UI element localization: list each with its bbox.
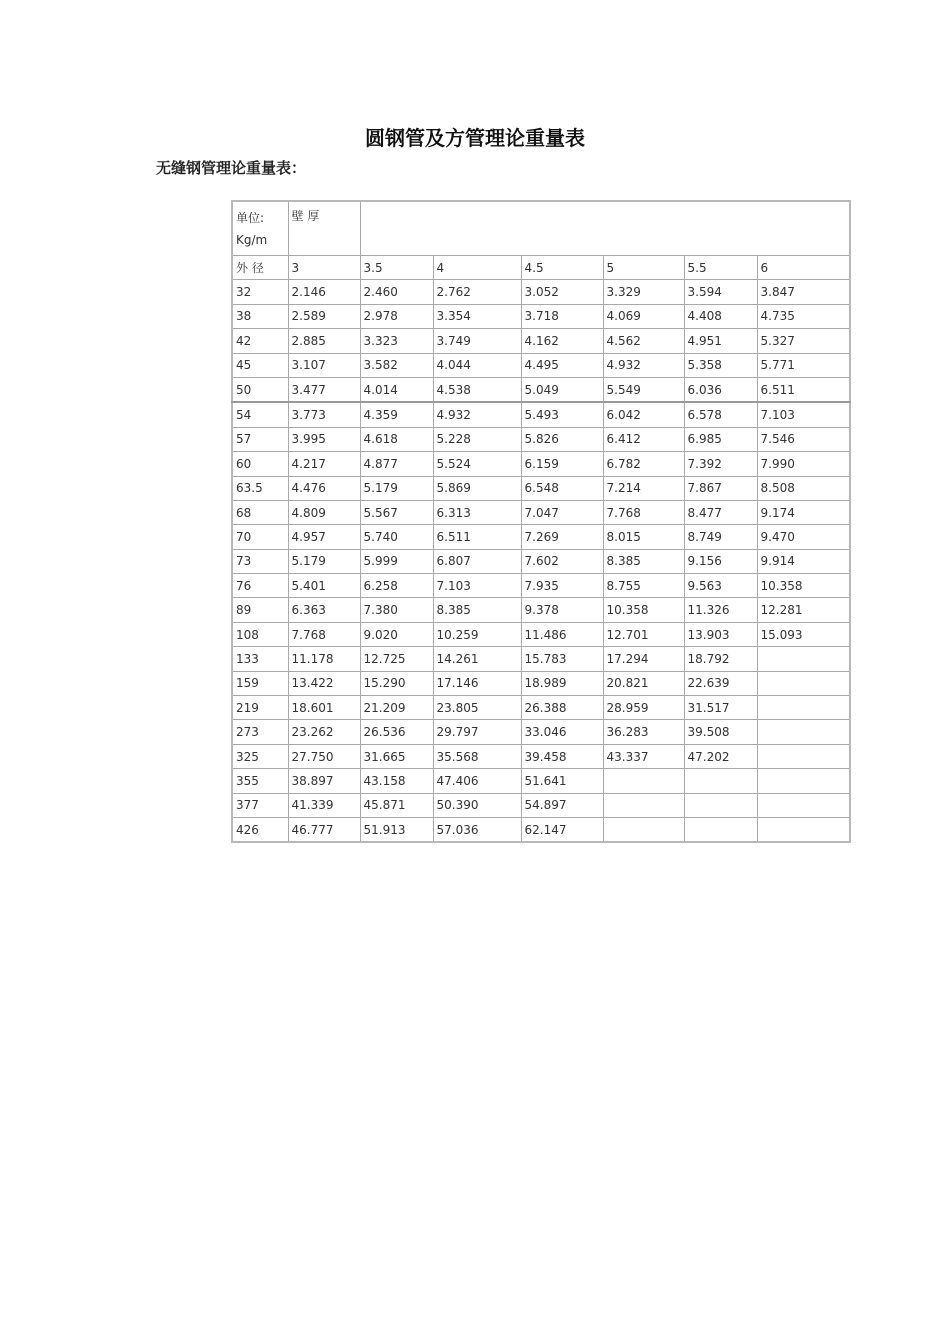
weight-cell: 4.476 (288, 476, 360, 500)
outer-diameter-cell: 70 (232, 525, 288, 549)
weight-cell: 3.107 (288, 353, 360, 377)
weight-cell: 51.641 (521, 769, 603, 793)
table-row (232, 769, 850, 793)
weight-cell: 26.388 (521, 696, 603, 720)
thickness-value: 4.5 (521, 256, 603, 280)
weight-cell: 9.914 (757, 549, 850, 573)
table-row (232, 427, 850, 451)
weight-cell: 4.359 (360, 402, 433, 427)
weight-cell: 10.358 (757, 574, 850, 598)
weight-cell: 6.042 (603, 402, 684, 427)
outer-diameter-cell: 50 (232, 377, 288, 402)
outer-diameter-cell: 73 (232, 549, 288, 573)
weight-cell: 4.014 (360, 377, 433, 402)
table-row (232, 452, 850, 476)
weight-cell: 4.217 (288, 452, 360, 476)
weight-cell: 8.508 (757, 476, 850, 500)
weight-cell: 36.283 (603, 720, 684, 744)
weight-cell: 10.259 (433, 622, 521, 646)
weight-cell: 3.323 (360, 329, 433, 353)
weight-cell: 6.782 (603, 452, 684, 476)
header-blank-cell (360, 201, 850, 256)
page-title: 圆钢管及方管理论重量表 (365, 126, 585, 150)
weight-cell: 11.486 (521, 622, 603, 646)
thickness-value: 3.5 (360, 256, 433, 280)
weight-cell: 31.665 (360, 744, 433, 768)
outer-diameter-cell: 108 (232, 622, 288, 646)
weight-cell (603, 769, 684, 793)
weight-cell: 4.951 (684, 329, 757, 353)
weight-cell (684, 817, 757, 842)
weight-cell: 15.093 (757, 622, 850, 646)
outer-diameter-cell: 219 (232, 696, 288, 720)
weight-cell: 3.052 (521, 280, 603, 304)
weight-cell (684, 793, 757, 817)
weight-cell: 47.202 (684, 744, 757, 768)
weight-cell: 4.735 (757, 304, 850, 328)
outer-diameter-cell: 57 (232, 427, 288, 451)
outer-diameter-cell: 60 (232, 452, 288, 476)
table-row (232, 500, 850, 524)
weight-cell: 38.897 (288, 769, 360, 793)
unit-label: 单位: (236, 211, 265, 225)
table-row (232, 622, 850, 646)
weight-cell: 3.329 (603, 280, 684, 304)
table-header-row (232, 201, 850, 256)
weight-cell: 17.146 (433, 671, 521, 695)
table-row (232, 549, 850, 573)
outer-diameter-cell: 45 (232, 353, 288, 377)
weight-cell: 7.602 (521, 549, 603, 573)
weight-cell (757, 720, 850, 744)
weight-cell: 6.036 (684, 377, 757, 402)
table-row (232, 671, 850, 695)
thickness-label: 壁 厚 (291, 209, 320, 223)
weight-cell: 4.932 (603, 353, 684, 377)
weight-cell (757, 696, 850, 720)
weight-cell: 3.354 (433, 304, 521, 328)
weight-cell: 8.385 (433, 598, 521, 622)
weight-cell: 3.995 (288, 427, 360, 451)
outer-diameter-cell: 426 (232, 817, 288, 842)
weight-cell: 31.517 (684, 696, 757, 720)
weight-cell: 5.327 (757, 329, 850, 353)
unit-value: Kg/m (236, 233, 268, 247)
weight-cell: 4.562 (603, 329, 684, 353)
weight-cell: 9.156 (684, 549, 757, 573)
weight-cell: 2.589 (288, 304, 360, 328)
weight-cell: 26.536 (360, 720, 433, 744)
weight-cell: 50.390 (433, 793, 521, 817)
weight-cell: 22.639 (684, 671, 757, 695)
weight-cell: 4.877 (360, 452, 433, 476)
weight-cell: 8.015 (603, 525, 684, 549)
weight-cell: 54.897 (521, 793, 603, 817)
weight-cell: 3.749 (433, 329, 521, 353)
outer-diameter-cell: 32 (232, 280, 288, 304)
weight-cell: 8.755 (603, 574, 684, 598)
weight-cell: 4.932 (433, 402, 521, 427)
outer-diameter-cell: 325 (232, 744, 288, 768)
weight-cell: 3.477 (288, 377, 360, 402)
thickness-value: 3 (288, 256, 360, 280)
weight-cell: 6.258 (360, 574, 433, 598)
weight-cell: 7.935 (521, 574, 603, 598)
weight-cell: 46.777 (288, 817, 360, 842)
table-row (232, 744, 850, 768)
outer-diameter-cell: 273 (232, 720, 288, 744)
weight-cell: 28.959 (603, 696, 684, 720)
weight-cell: 3.773 (288, 402, 360, 427)
weight-cell: 21.209 (360, 696, 433, 720)
weight-cell: 20.821 (603, 671, 684, 695)
weight-cell: 6.412 (603, 427, 684, 451)
weight-cell: 6.511 (757, 377, 850, 402)
weight-cell: 8.385 (603, 549, 684, 573)
weight-cell: 6.511 (433, 525, 521, 549)
table-row (232, 353, 850, 377)
thickness-value: 5.5 (684, 256, 757, 280)
table-row (232, 402, 850, 427)
weight-cell: 3.582 (360, 353, 433, 377)
weight-cell: 47.406 (433, 769, 521, 793)
weight-cell: 5.771 (757, 353, 850, 377)
weight-cell: 6.985 (684, 427, 757, 451)
weight-cell: 35.568 (433, 744, 521, 768)
weight-cell: 5.869 (433, 476, 521, 500)
weight-cell: 5.401 (288, 574, 360, 598)
thickness-value: 5 (603, 256, 684, 280)
weight-cell: 15.783 (521, 647, 603, 671)
weight-cell: 18.792 (684, 647, 757, 671)
weight-cell: 5.999 (360, 549, 433, 573)
weight-cell: 5.549 (603, 377, 684, 402)
outer-diameter-cell: 377 (232, 793, 288, 817)
weight-cell: 4.495 (521, 353, 603, 377)
outer-diameter-cell: 89 (232, 598, 288, 622)
weight-cell: 9.020 (360, 622, 433, 646)
weight-cell (603, 793, 684, 817)
outer-diameter-cell: 76 (232, 574, 288, 598)
table-row (232, 574, 850, 598)
weight-cell: 10.358 (603, 598, 684, 622)
table-row (232, 476, 850, 500)
od-label: 外 径 (232, 256, 288, 280)
weight-cell: 43.158 (360, 769, 433, 793)
weight-cell: 7.392 (684, 452, 757, 476)
outer-diameter-cell: 355 (232, 769, 288, 793)
weight-cell: 3.594 (684, 280, 757, 304)
weight-cell: 4.538 (433, 377, 521, 402)
table-row (232, 598, 850, 622)
weight-cell: 7.768 (288, 622, 360, 646)
weight-cell: 45.871 (360, 793, 433, 817)
table-subtitle: 无缝钢管理论重量表： (156, 159, 307, 177)
weight-cell: 3.847 (757, 280, 850, 304)
weight-cell: 7.990 (757, 452, 850, 476)
weight-cell: 5.493 (521, 402, 603, 427)
weight-cell (603, 817, 684, 842)
weight-cell: 7.103 (757, 402, 850, 427)
table-row (232, 525, 850, 549)
weight-cell: 33.046 (521, 720, 603, 744)
weight-cell: 11.178 (288, 647, 360, 671)
weight-cell: 51.913 (360, 817, 433, 842)
weight-cell: 4.809 (288, 500, 360, 524)
weight-cell (757, 647, 850, 671)
weight-cell: 2.460 (360, 280, 433, 304)
outer-diameter-cell: 63.5 (232, 476, 288, 500)
outer-diameter-cell: 42 (232, 329, 288, 353)
table-row (232, 304, 850, 328)
weight-cell: 6.313 (433, 500, 521, 524)
weight-cell: 9.174 (757, 500, 850, 524)
table-row (232, 329, 850, 353)
weight-cell: 39.508 (684, 720, 757, 744)
pipe-weight-table (231, 200, 851, 843)
weight-cell: 43.337 (603, 744, 684, 768)
outer-diameter-cell: 133 (232, 647, 288, 671)
weight-cell: 7.867 (684, 476, 757, 500)
weight-cell: 13.422 (288, 671, 360, 695)
weight-cell (757, 817, 850, 842)
weight-cell: 5.567 (360, 500, 433, 524)
weight-cell: 8.749 (684, 525, 757, 549)
weight-cell (757, 793, 850, 817)
weight-cell: 7.103 (433, 574, 521, 598)
weight-cell: 5.740 (360, 525, 433, 549)
outer-diameter-cell: 159 (232, 671, 288, 695)
weight-cell: 9.470 (757, 525, 850, 549)
weight-cell: 9.563 (684, 574, 757, 598)
table-row (232, 817, 850, 842)
weight-cell: 23.262 (288, 720, 360, 744)
thickness-label-cell (288, 201, 360, 256)
weight-cell: 11.326 (684, 598, 757, 622)
weight-cell: 5.524 (433, 452, 521, 476)
outer-diameter-cell: 54 (232, 402, 288, 427)
weight-cell: 7.269 (521, 525, 603, 549)
weight-cell: 9.378 (521, 598, 603, 622)
weight-cell: 7.047 (521, 500, 603, 524)
thickness-value: 6 (757, 256, 850, 280)
weight-cell: 3.718 (521, 304, 603, 328)
table-row (232, 647, 850, 671)
weight-cell: 4.618 (360, 427, 433, 451)
table-row (232, 720, 850, 744)
weight-cell: 4.162 (521, 329, 603, 353)
weight-cell (757, 744, 850, 768)
outer-diameter-cell: 68 (232, 500, 288, 524)
weight-cell: 12.701 (603, 622, 684, 646)
weight-cell: 4.069 (603, 304, 684, 328)
weight-cell: 6.159 (521, 452, 603, 476)
weight-cell: 4.408 (684, 304, 757, 328)
weight-cell: 7.214 (603, 476, 684, 500)
weight-cell: 6.578 (684, 402, 757, 427)
weight-cell: 2.762 (433, 280, 521, 304)
weight-cell: 27.750 (288, 744, 360, 768)
weight-cell: 41.339 (288, 793, 360, 817)
weight-cell: 2.978 (360, 304, 433, 328)
weight-cell: 29.797 (433, 720, 521, 744)
weight-cell: 7.768 (603, 500, 684, 524)
weight-cell: 6.363 (288, 598, 360, 622)
weight-cell: 6.807 (433, 549, 521, 573)
weight-cell: 12.281 (757, 598, 850, 622)
thickness-row (232, 256, 850, 280)
weight-cell: 15.290 (360, 671, 433, 695)
outer-diameter-cell: 38 (232, 304, 288, 328)
weight-cell: 7.546 (757, 427, 850, 451)
weight-cell: 5.049 (521, 377, 603, 402)
weight-cell: 2.885 (288, 329, 360, 353)
weight-cell: 5.179 (360, 476, 433, 500)
weight-cell: 62.147 (521, 817, 603, 842)
weight-cell: 23.805 (433, 696, 521, 720)
weight-cell (757, 671, 850, 695)
weight-cell: 13.903 (684, 622, 757, 646)
table-row (232, 280, 850, 304)
weight-cell: 14.261 (433, 647, 521, 671)
weight-cell: 5.826 (521, 427, 603, 451)
weight-cell: 18.601 (288, 696, 360, 720)
table-row (232, 793, 850, 817)
weight-cell: 18.989 (521, 671, 603, 695)
thickness-value: 4 (433, 256, 521, 280)
weight-cell: 39.458 (521, 744, 603, 768)
weight-cell: 2.146 (288, 280, 360, 304)
weight-cell: 57.036 (433, 817, 521, 842)
weight-cell: 5.179 (288, 549, 360, 573)
weight-cell: 5.358 (684, 353, 757, 377)
weight-cell: 12.725 (360, 647, 433, 671)
table-row (232, 696, 850, 720)
weight-cell: 6.548 (521, 476, 603, 500)
weight-cell: 8.477 (684, 500, 757, 524)
unit-cell (232, 201, 288, 256)
weight-cell: 7.380 (360, 598, 433, 622)
weight-cell: 17.294 (603, 647, 684, 671)
table-row (232, 377, 850, 402)
weight-cell (684, 769, 757, 793)
weight-cell (757, 769, 850, 793)
weight-cell: 4.957 (288, 525, 360, 549)
weight-cell: 4.044 (433, 353, 521, 377)
weight-cell: 5.228 (433, 427, 521, 451)
